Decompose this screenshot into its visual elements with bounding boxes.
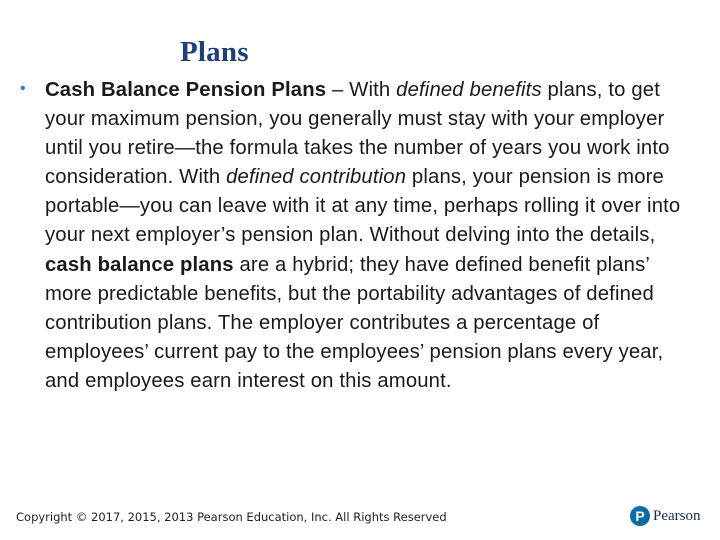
copyright-footer: Copyright © 2017, 2015, 2013 Pearson Education, Inc. All Rights Reserved (16, 510, 447, 524)
emphasis-defined-contribution: defined contribution (226, 166, 407, 189)
bullet-heading: Cash Balance Pension Plans (45, 79, 327, 101)
slide-title: Plans (180, 36, 249, 68)
pearson-logo-word: Pearson (653, 507, 701, 524)
pearson-logo-icon: P (630, 506, 650, 526)
emphasis-cash-balance-plans: cash balance plans (45, 253, 234, 276)
text-segment: plans, to get your maximum pension, you generally must stay with your employer until you retire—the formula takes the number of years you work into consideration. With (45, 79, 670, 189)
emphasis-defined-benefits: defined benefits (396, 79, 542, 101)
text-segment: are a hybrid; they have defined benefit plans’ more predictable benefits, but the portability advantages of defined contribution plans. The employer contributes a percentage of employees’ current pay to the employees’ pension plans every year, and employees earn interest on this amount. (45, 253, 664, 392)
pearson-logo (630, 506, 701, 526)
text-segment: plans, your pension is more portable—you can leave with it at any time, perhaps rolling it over into your next employer’s pension plan. Without delving into the details, (45, 166, 681, 247)
bullet-marker: • (20, 80, 26, 97)
bullet-text (45, 76, 700, 396)
text-segment: – With (326, 79, 397, 101)
bullet-item (20, 76, 700, 396)
